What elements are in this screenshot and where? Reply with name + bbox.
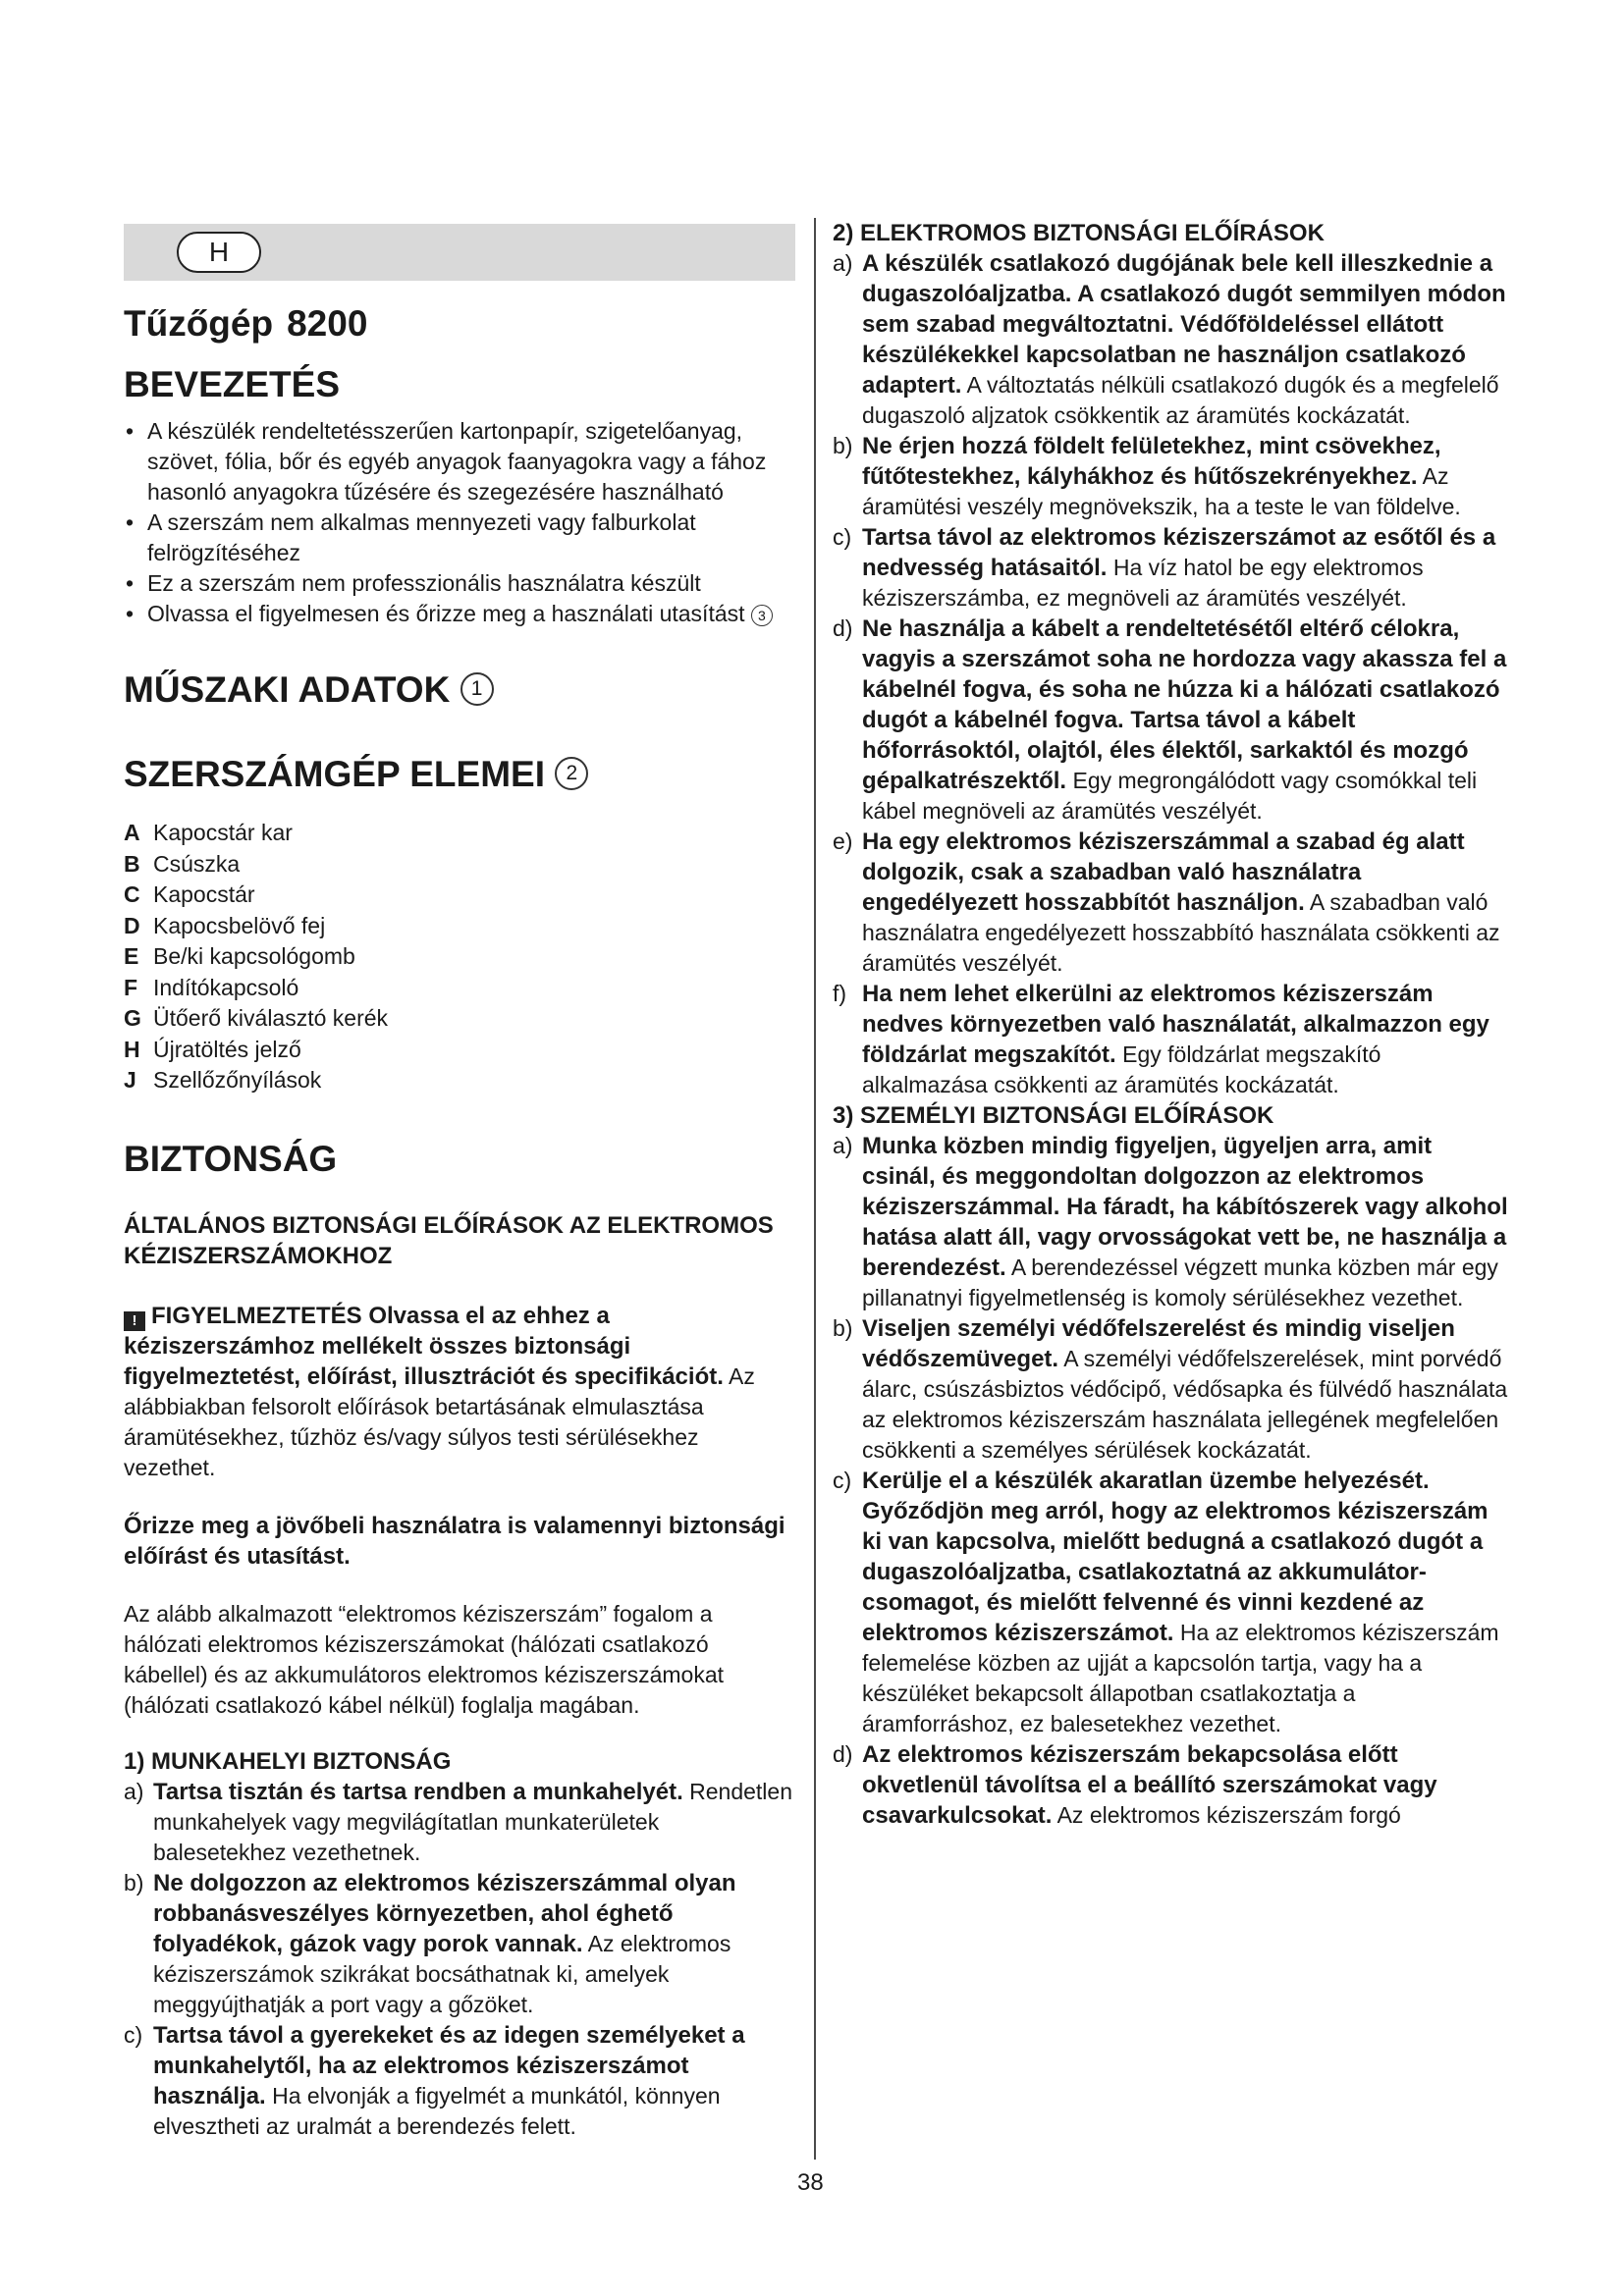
warning-bold: FIGYELMEZTETÉS Olvassa el az ehhez a kéziszerszámhoz mellékelt összes biztonsági figyelmeztetést, előírást, illusztrációt és specifikációt. [124,1302,724,1390]
column-divider [814,218,816,2160]
item-label: b) [833,1315,853,1341]
work-area-item [124,2020,795,2142]
item-bold: Ne dolgozzon az elektromos kéziszerszámmal olyan robbanásveszélyes környezetben, ahol éghető folyadékok, gázok vagy porok vannak. [153,1869,736,1957]
warning-text: Az alábbiakban felsorolt előírások betartásának elmulasztása áramütésekhez, tűzhöz és/vagy súlyos testi sérülésekhez vezethet. [124,1362,755,1480]
item-text: Egy földzárlat megszakító alkalmazása csökkenti az áramütés kockázatát. [862,1041,1381,1097]
electrical-item [833,431,1510,522]
item-label: d) [833,615,853,641]
intro-heading: BEVEZETÉS [124,364,340,404]
figure-ref-2: 2 [555,757,588,790]
part-letter: G [124,1005,141,1031]
item-text: Az áramütési veszély megnövekszik, ha a teste le van földelve. [862,463,1461,519]
work-area-item [124,1777,795,1868]
item-label: a) [833,1133,853,1158]
part-letter: E [124,943,139,969]
item-bold: Ne használja a kábelt a rendeltetésétől eltérő célokra, vagyis a szerszámot soha ne hordozza vagy akassza fel a kábelnél fogva, és soha ne húzza ki a hálózati csatlakozó dugót a kábelnél fogva. Tartsa távol a kábelt hőforrásoktól, olajtól, éles élektől, sarkaktól és mozgó gépalkatrészektől. [862,615,1507,794]
electrical-item [833,979,1510,1100]
item-bold: Viseljen személyi védőfelszerelést és mindig viseljen védőszemüveget. [862,1315,1455,1372]
product-model: 8200 [287,303,368,344]
item-text: Az elektromos kéziszerszám forgó [1056,1802,1401,1828]
parts-item [124,911,795,942]
item-text: Ha az elektromos kéziszerszám felemelése közben az ujját a kapcsolón tartja, vagy ha a készüléket bekapcsolt állapotban csatlakoztatja a áramforráshoz, ez balesetekhez vezethet. [862,1620,1499,1736]
part-label: Be/ki kapcsológomb [153,943,355,969]
part-letter: J [124,1067,136,1093]
item-bold: Tartsa távol a gyerekeket és az idegen személyeket a munkahelytől, ha az elektromos kéziszerszámot használja. [153,2021,745,2109]
part-label: Ütőerő kiválasztó kerék [153,1005,389,1031]
warning-triangle-icon: ! [124,1311,145,1331]
part-letter: D [124,912,140,938]
language-bar [124,224,795,281]
item-text: Ha elvonják a figyelmét a munkától, könnyen elvesztheti az uralmát a berendezés felett. [153,2082,721,2139]
part-letter: A [124,820,140,845]
part-letter: B [124,850,140,877]
item-label: f) [833,981,847,1006]
part-label: Szellőzőnyílások [153,1067,322,1093]
item-bold: Tartsa tisztán és tartsa rendben a munkahelyét. [153,1778,683,1805]
item-bold: Az elektromos kéziszerszám bekapcsolása előtt okvetlenül távolítsa el a beállító szerszámokat vagy csavarkulcsokat. [862,1741,1437,1829]
right-column [833,218,1510,1831]
item-text: A személyi védőfelszerelések, mint porvédő álarc, csúszásbiztos védőcipő, védősapka és fülvédő használata az elektromos kéziszerszám használata jellegének megfelelően csökkenti a személyes sérülések kockázatát. [862,1346,1508,1463]
elements-heading [124,753,795,796]
item-text: A változtatás nélküli csatlakozó dugók és a megfelelő dugaszoló aljzatok csökkentik az áramütés kockázatát. [862,372,1499,428]
parts-item [124,818,795,849]
parts-item [124,880,795,911]
part-letter: H [124,1036,140,1062]
part-label: Csúszka [153,850,241,877]
product-name: Tűzőgép [124,303,274,344]
parts-item [124,941,795,973]
item-bold: Ne érjen hozzá földelt felületekhez, mint csövekhez, fűtőtestekhez, kályhákhoz és hűtőszekrényekhez. [862,433,1441,490]
item-bold: Tartsa távol az elektromos kéziszerszámot az esőtől és a nedvesség hatásaitól. [862,524,1496,581]
term-definition: Az alább alkalmazott “elektromos kéziszerszám” fogalom a hálózati elektromos kéziszerszámokat (hálózati csatlakozó kábellel) és az akkumulátoros elektromos kéziszerszámokat (hálózati csatlakozó kábel nélkül) foglalja magában. [124,1600,725,1718]
figure-ref-1: 1 [460,672,494,706]
electrical-item [833,248,1510,431]
page-number: 38 [797,2169,824,2196]
personal-item [833,1466,1510,1739]
part-label: Indítókapcsoló [153,974,299,1000]
work-area-heading: 1) MUNKAHELYI BIZTONSÁG [124,1747,452,1775]
item-bold: Munka közben mindig figyeljen, ügyeljen arra, amit csinál, és meggondoltan dolgozzon az elektromos kéziszerszámmal. Ha fáradt, ha kábítószerek vagy alkohol hatása alatt áll, vagy orvosságokat vett be, ne használja a berendezést. [862,1133,1508,1281]
personal-heading: 3) SZEMÉLYI BIZTONSÁGI ELŐÍRÁSOK [833,1102,1274,1129]
part-letter: F [124,974,138,1000]
electrical-item [833,522,1510,614]
language-badge: H [177,232,261,273]
parts-list [124,818,795,1096]
intro-bullet: • A készülék rendeltetésszerűen kartonpapír, szigetelőanyag, szövet, fólia, bőr és egyéb anyagok faanyagokra vagy a fához hasonló anyagokra tűzésére és szegezésére használható [124,416,795,507]
part-label: Kapocstár [153,881,255,907]
item-label: b) [124,1869,144,1896]
work-area-item [124,1868,795,2020]
item-label: a) [833,250,853,276]
parts-item [124,1035,795,1066]
figure-ref-3: 3 [751,605,773,626]
parts-item [124,1003,795,1035]
item-text: Ha víz hatol be egy elektromos kéziszerszámba, ez megnöveli az áramütés veszélyét. [862,555,1424,611]
item-text: Rendetlen munkahelyek vagy megvilágítatlan munkaterületek balesetekhez vezethetnek. [153,1778,792,1865]
item-label: a) [124,1778,144,1804]
warning-paragraph [124,1301,795,1483]
item-bold: Kerülje el a készülék akaratlan üzembe helyezését. Győződjön meg arról, hogy az elektromos kéziszerszám ki van kapcsolva, mielőtt bedugná a csatlakozó dugót a dugaszolóaljzatba, csatlakoztatná az akkumulátor-csomagot, és mielőtt felvenné és vinni kezdené az elektromos kéziszerszámot. [862,1468,1489,1646]
intro-bullet: • A szerszám nem alkalmas mennyezeti vagy falburkolat felrögzítéséhez [124,507,795,568]
left-column [124,224,795,2142]
specs-heading [124,668,795,712]
product-title [124,302,795,346]
personal-item [833,1313,1510,1466]
electrical-heading: 2) ELEKTROMOS BIZTONSÁGI ELŐÍRÁSOK [833,220,1325,246]
intro-bullet [124,599,795,629]
item-text: A szabadban való használatra engedélyezett hosszabbító használata csökkenti az áramütés veszélyét. [862,889,1500,976]
keep-instructions: Őrizze meg a jövőbeli használatra is valamennyi biztonsági előírást és utasítást. [124,1512,785,1570]
parts-item [124,849,795,881]
item-label: b) [833,433,853,458]
electrical-item [833,827,1510,979]
item-label: c) [124,2021,143,2048]
item-text: Egy megrongálódott vagy csomókkal teli kábel megnöveli az áramütés veszélyét. [862,768,1478,824]
part-label: Újratöltés jelző [153,1036,301,1062]
item-label: d) [833,1741,853,1767]
item-bold: A készülék csatlakozó dugójának bele kell illeszkednie a dugaszolóaljzatba. A csatlakozó dugót semmilyen módon sem szabad megváltoztatni. Védőföldeléssel ellátott készülékekkel kapcsolatban ne használjon csatlakozó adaptert. [862,250,1506,399]
item-label: c) [833,524,852,550]
specs-heading-text: MŰSZAKI ADATOK [124,669,451,710]
part-label: Kapocsbelövő fej [153,912,326,938]
item-bold: Ha egy elektromos kéziszerszámmal a szabad ég alatt dolgozik, csak a szabadban való használatra engedélyezett hosszabbítót használjon. [862,828,1465,916]
elements-heading-text: SZERSZÁMGÉP ELEMEI [124,754,545,794]
parts-item [124,973,795,1004]
personal-item [833,1131,1510,1313]
item-text: Az elektromos kéziszerszámok szikrákat bocsáthatnak ki, amelyek meggyújthatják a port vagy a gőzöket. [153,1930,731,2017]
item-label: e) [833,828,853,854]
item-label: c) [833,1468,852,1493]
part-letter: C [124,881,140,907]
item-text: A berendezéssel végzett munka közben már egy pillanatnyi figyelmetlenség is komoly sérülésekhez vezethet. [862,1255,1498,1310]
intro-bullet-text: Olvassa el figyelmesen és őrizze meg a használati utasítást [147,601,745,626]
part-label: Kapocstár kar [153,820,293,845]
general-safety-heading: ÁLTALÁNOS BIZTONSÁGI ELŐÍRÁSOK AZ ELEKTROMOS KÉZISZERSZÁMOKHOZ [124,1211,774,1269]
personal-item [833,1739,1510,1831]
electrical-item [833,614,1510,827]
intro-bullets [124,416,795,629]
parts-item [124,1065,795,1096]
intro-bullet: • Ez a szerszám nem professzionális használatra készült [124,568,795,599]
item-bold: Ha nem lehet elkerülni az elektromos kéziszerszám nedves környezetben való használatát, alkalmazzon egy földzárlat megszakítót. [862,981,1489,1068]
safety-heading: BIZTONSÁG [124,1138,338,1179]
